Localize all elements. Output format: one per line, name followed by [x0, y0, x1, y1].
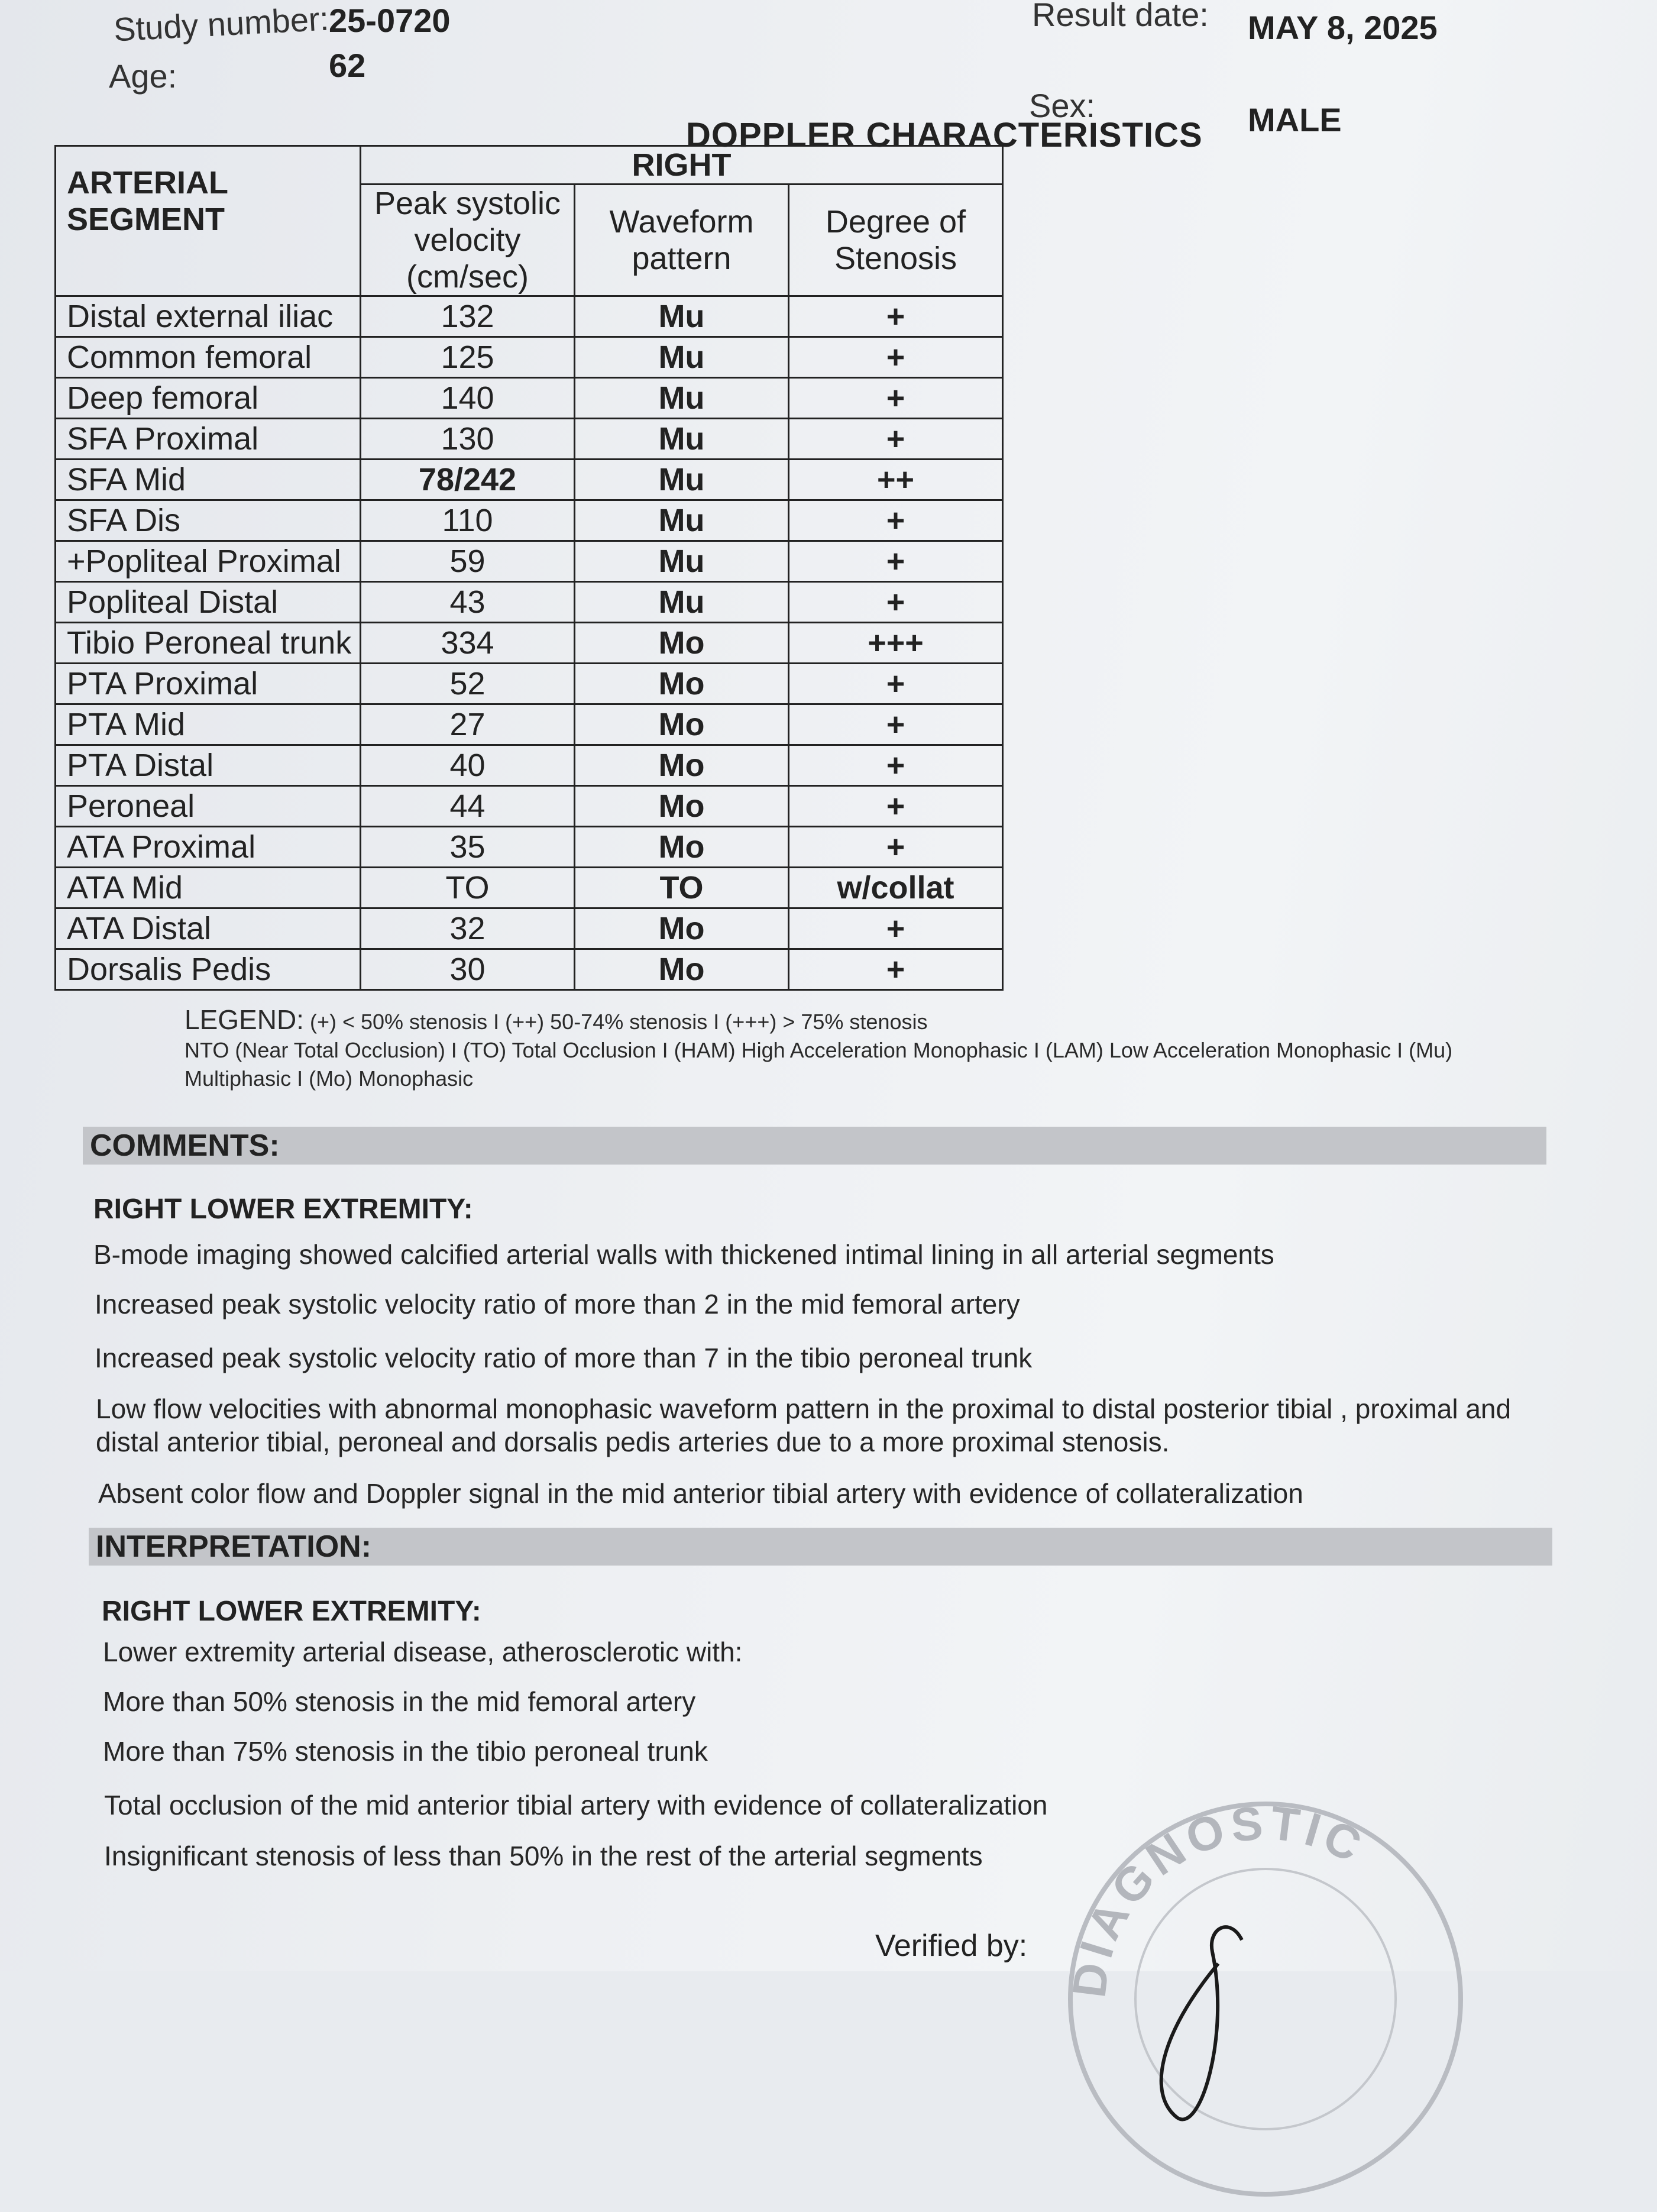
interpretation-line: Total occlusion of the mid anterior tibial artery with evidence of collateralization	[104, 1790, 1048, 1820]
waveform-cell: Mo	[575, 827, 789, 868]
waveform-cell: Mu	[575, 541, 789, 582]
segment-cell: PTA Distal	[56, 745, 361, 786]
comment-line: Low flow velocities with abnormal monophasic waveform pattern in the proximal to distal posterior tibial , proximal and distal anterior tibial, peroneal and dorsalis pedis arteries due to a more proximal stenosis.	[96, 1393, 1512, 1457]
table-row	[56, 664, 1003, 704]
result-date-value: MAY 8, 2025	[1248, 9, 1438, 46]
stenosis-cell: +	[789, 949, 1003, 990]
stenosis-cell: +	[789, 378, 1003, 419]
stenosis-cell: +	[789, 664, 1003, 704]
header-sten-line2: Stenosis	[834, 241, 957, 276]
header-arterial-segment	[56, 146, 361, 296]
table-row	[56, 949, 1003, 990]
table-row	[56, 582, 1003, 623]
comment-line: Increased peak systolic velocity ratio of more than 7 in the tibio peroneal trunk	[95, 1343, 1033, 1373]
segment-cell: Peroneal	[56, 786, 361, 827]
doppler-title: DOPPLER CHARACTERISTICS	[686, 116, 1203, 154]
psv-cell: 59	[361, 541, 575, 582]
stenosis-cell: +	[789, 419, 1003, 460]
segment-cell: SFA Mid	[56, 460, 361, 500]
legend-line1	[185, 1005, 1562, 1036]
psv-cell: 40	[361, 745, 575, 786]
psv-cell: 110	[361, 500, 575, 541]
segment-cell: ATA Mid	[56, 868, 361, 908]
stenosis-cell: +	[789, 582, 1003, 623]
table-row	[56, 786, 1003, 827]
psv-cell: 78/242	[361, 460, 575, 500]
waveform-cell: Mo	[575, 704, 789, 745]
waveform-cell: Mu	[575, 296, 789, 337]
table-row	[56, 541, 1003, 582]
stenosis-cell: +	[789, 786, 1003, 827]
waveform-cell: Mo	[575, 949, 789, 990]
psv-cell: 125	[361, 337, 575, 378]
waveform-cell: Mo	[575, 664, 789, 704]
table-row	[56, 908, 1003, 949]
stamp-text: DIAGNOSTIC	[1062, 1796, 1374, 2000]
header-psv-line2: velocity (cm/sec)	[406, 222, 529, 295]
interpretation-line: More than 50% stenosis in the mid femoral artery	[103, 1686, 696, 1717]
psv-cell: 43	[361, 582, 575, 623]
interpretation-line: Insignificant stenosis of less than 50% in the rest of the arterial segments	[104, 1841, 983, 1871]
segment-cell: Tibio Peroneal trunk	[56, 623, 361, 664]
comment-line: B-mode imaging showed calcified arterial walls with thickened intimal lining in all arterial segments	[93, 1239, 1274, 1270]
stenosis-cell: +	[789, 541, 1003, 582]
stenosis-cell: +	[789, 908, 1003, 949]
waveform-cell: Mu	[575, 460, 789, 500]
doppler-table	[54, 145, 1004, 991]
interpretation-heading: INTERPRETATION:	[89, 1528, 1552, 1566]
waveform-cell: Mo	[575, 745, 789, 786]
sex-value: MALE	[1248, 101, 1342, 138]
psv-cell: 334	[361, 623, 575, 664]
study-number-label: Study number:	[112, 0, 330, 48]
interpretation-line: Lower extremity arterial disease, atherosclerotic with:	[103, 1637, 743, 1667]
waveform-cell: Mu	[575, 500, 789, 541]
waveform-cell: Mu	[575, 378, 789, 419]
psv-cell: TO	[361, 868, 575, 908]
header-degree-of-stenosis	[789, 185, 1003, 296]
psv-cell: 44	[361, 786, 575, 827]
waveform-cell: Mo	[575, 623, 789, 664]
table-row	[56, 745, 1003, 786]
header-psv-line1: Peak systolic	[374, 186, 561, 221]
result-date-label: Result date:	[1032, 0, 1209, 33]
interpretation-subtitle: RIGHT LOWER EXTREMITY:	[102, 1596, 481, 1627]
psv-cell: 30	[361, 949, 575, 990]
table-row	[56, 378, 1003, 419]
waveform-cell: TO	[575, 868, 789, 908]
psv-cell: 130	[361, 419, 575, 460]
waveform-cell: Mo	[575, 908, 789, 949]
table-row	[56, 623, 1003, 664]
stenosis-cell: +	[789, 337, 1003, 378]
verified-by-label: Verified by:	[875, 1929, 1028, 1963]
header-waveform-pattern	[575, 185, 789, 296]
svg-text:DIAGNOSTIC	[1063, 1796, 1374, 2000]
stenosis-cell: +	[789, 827, 1003, 868]
stenosis-cell: +	[789, 745, 1003, 786]
legend-stenosis-key: (+) < 50% stenosis I (++) 50-74% stenosis I (+++) > 75% stenosis	[309, 1010, 928, 1034]
header-peak-systolic-velocity	[361, 185, 575, 296]
table-row	[56, 827, 1003, 868]
segment-cell: PTA Proximal	[56, 664, 361, 704]
legend-label: LEGEND:	[185, 1004, 304, 1035]
comment-line: Absent color flow and Doppler signal in the mid anterior tibial artery with evidence of collateralization	[98, 1478, 1303, 1509]
sex-label: Sex:	[1029, 87, 1096, 124]
comment-line: Increased peak systolic velocity ratio of more than 2 in the mid femoral artery	[95, 1289, 1020, 1320]
stenosis-cell: ++	[789, 460, 1003, 500]
header-arterial-segment-line2: SEGMENT	[67, 202, 225, 237]
diagnostic-stamp	[1053, 1786, 1478, 2212]
segment-cell: Common femoral	[56, 337, 361, 378]
table-row	[56, 704, 1003, 745]
comments-heading: COMMENTS:	[83, 1127, 1546, 1165]
segment-cell: Dorsalis Pedis	[56, 949, 361, 990]
psv-cell: 132	[361, 296, 575, 337]
psv-cell: 35	[361, 827, 575, 868]
waveform-cell: Mu	[575, 582, 789, 623]
psv-cell: 52	[361, 664, 575, 704]
interpretation-line: More than 75% stenosis in the tibio peroneal trunk	[103, 1736, 708, 1767]
psv-cell: 32	[361, 908, 575, 949]
segment-cell: Distal external iliac	[56, 296, 361, 337]
legend-line2: NTO (Near Total Occlusion) I (TO) Total Occlusion I (HAM) High Acceleration Monophasic I (LAM) Low Acceleration Monophasic I (Mu) Multiphasic I (Mo) Monophasic	[185, 1038, 1453, 1091]
segment-cell: +Popliteal Proximal	[56, 541, 361, 582]
age-label: Age:	[109, 57, 177, 95]
segment-cell: Deep femoral	[56, 378, 361, 419]
stenosis-cell: w/collat	[789, 868, 1003, 908]
segment-cell: ATA Proximal	[56, 827, 361, 868]
stenosis-cell: +++	[789, 623, 1003, 664]
table-row	[56, 500, 1003, 541]
header-wave-line1: Waveform	[609, 204, 754, 240]
header-right: RIGHT	[361, 146, 1003, 185]
psv-cell: 27	[361, 704, 575, 745]
waveform-cell: Mu	[575, 337, 789, 378]
table-row	[56, 868, 1003, 908]
comments-subtitle: RIGHT LOWER EXTREMITY:	[93, 1194, 473, 1225]
header-sten-line1: Degree of	[825, 204, 966, 240]
segment-cell: ATA Distal	[56, 908, 361, 949]
table-row	[56, 337, 1003, 378]
segment-cell: SFA Dis	[56, 500, 361, 541]
segment-cell: Popliteal Distal	[56, 582, 361, 623]
age-value: 62	[329, 47, 366, 84]
stenosis-cell: +	[789, 704, 1003, 745]
legend	[185, 1005, 1562, 1093]
waveform-cell: Mu	[575, 419, 789, 460]
table-row	[56, 296, 1003, 337]
stenosis-cell: +	[789, 500, 1003, 541]
segment-cell: PTA Mid	[56, 704, 361, 745]
table-row	[56, 460, 1003, 500]
header-wave-line2: pattern	[632, 241, 732, 276]
stenosis-cell: +	[789, 296, 1003, 337]
waveform-cell: Mo	[575, 786, 789, 827]
table-row	[56, 419, 1003, 460]
study-number-value: 25-0720	[329, 2, 451, 39]
segment-cell: SFA Proximal	[56, 419, 361, 460]
psv-cell: 140	[361, 378, 575, 419]
header-arterial-segment-line1: ARTERIAL	[67, 165, 228, 200]
